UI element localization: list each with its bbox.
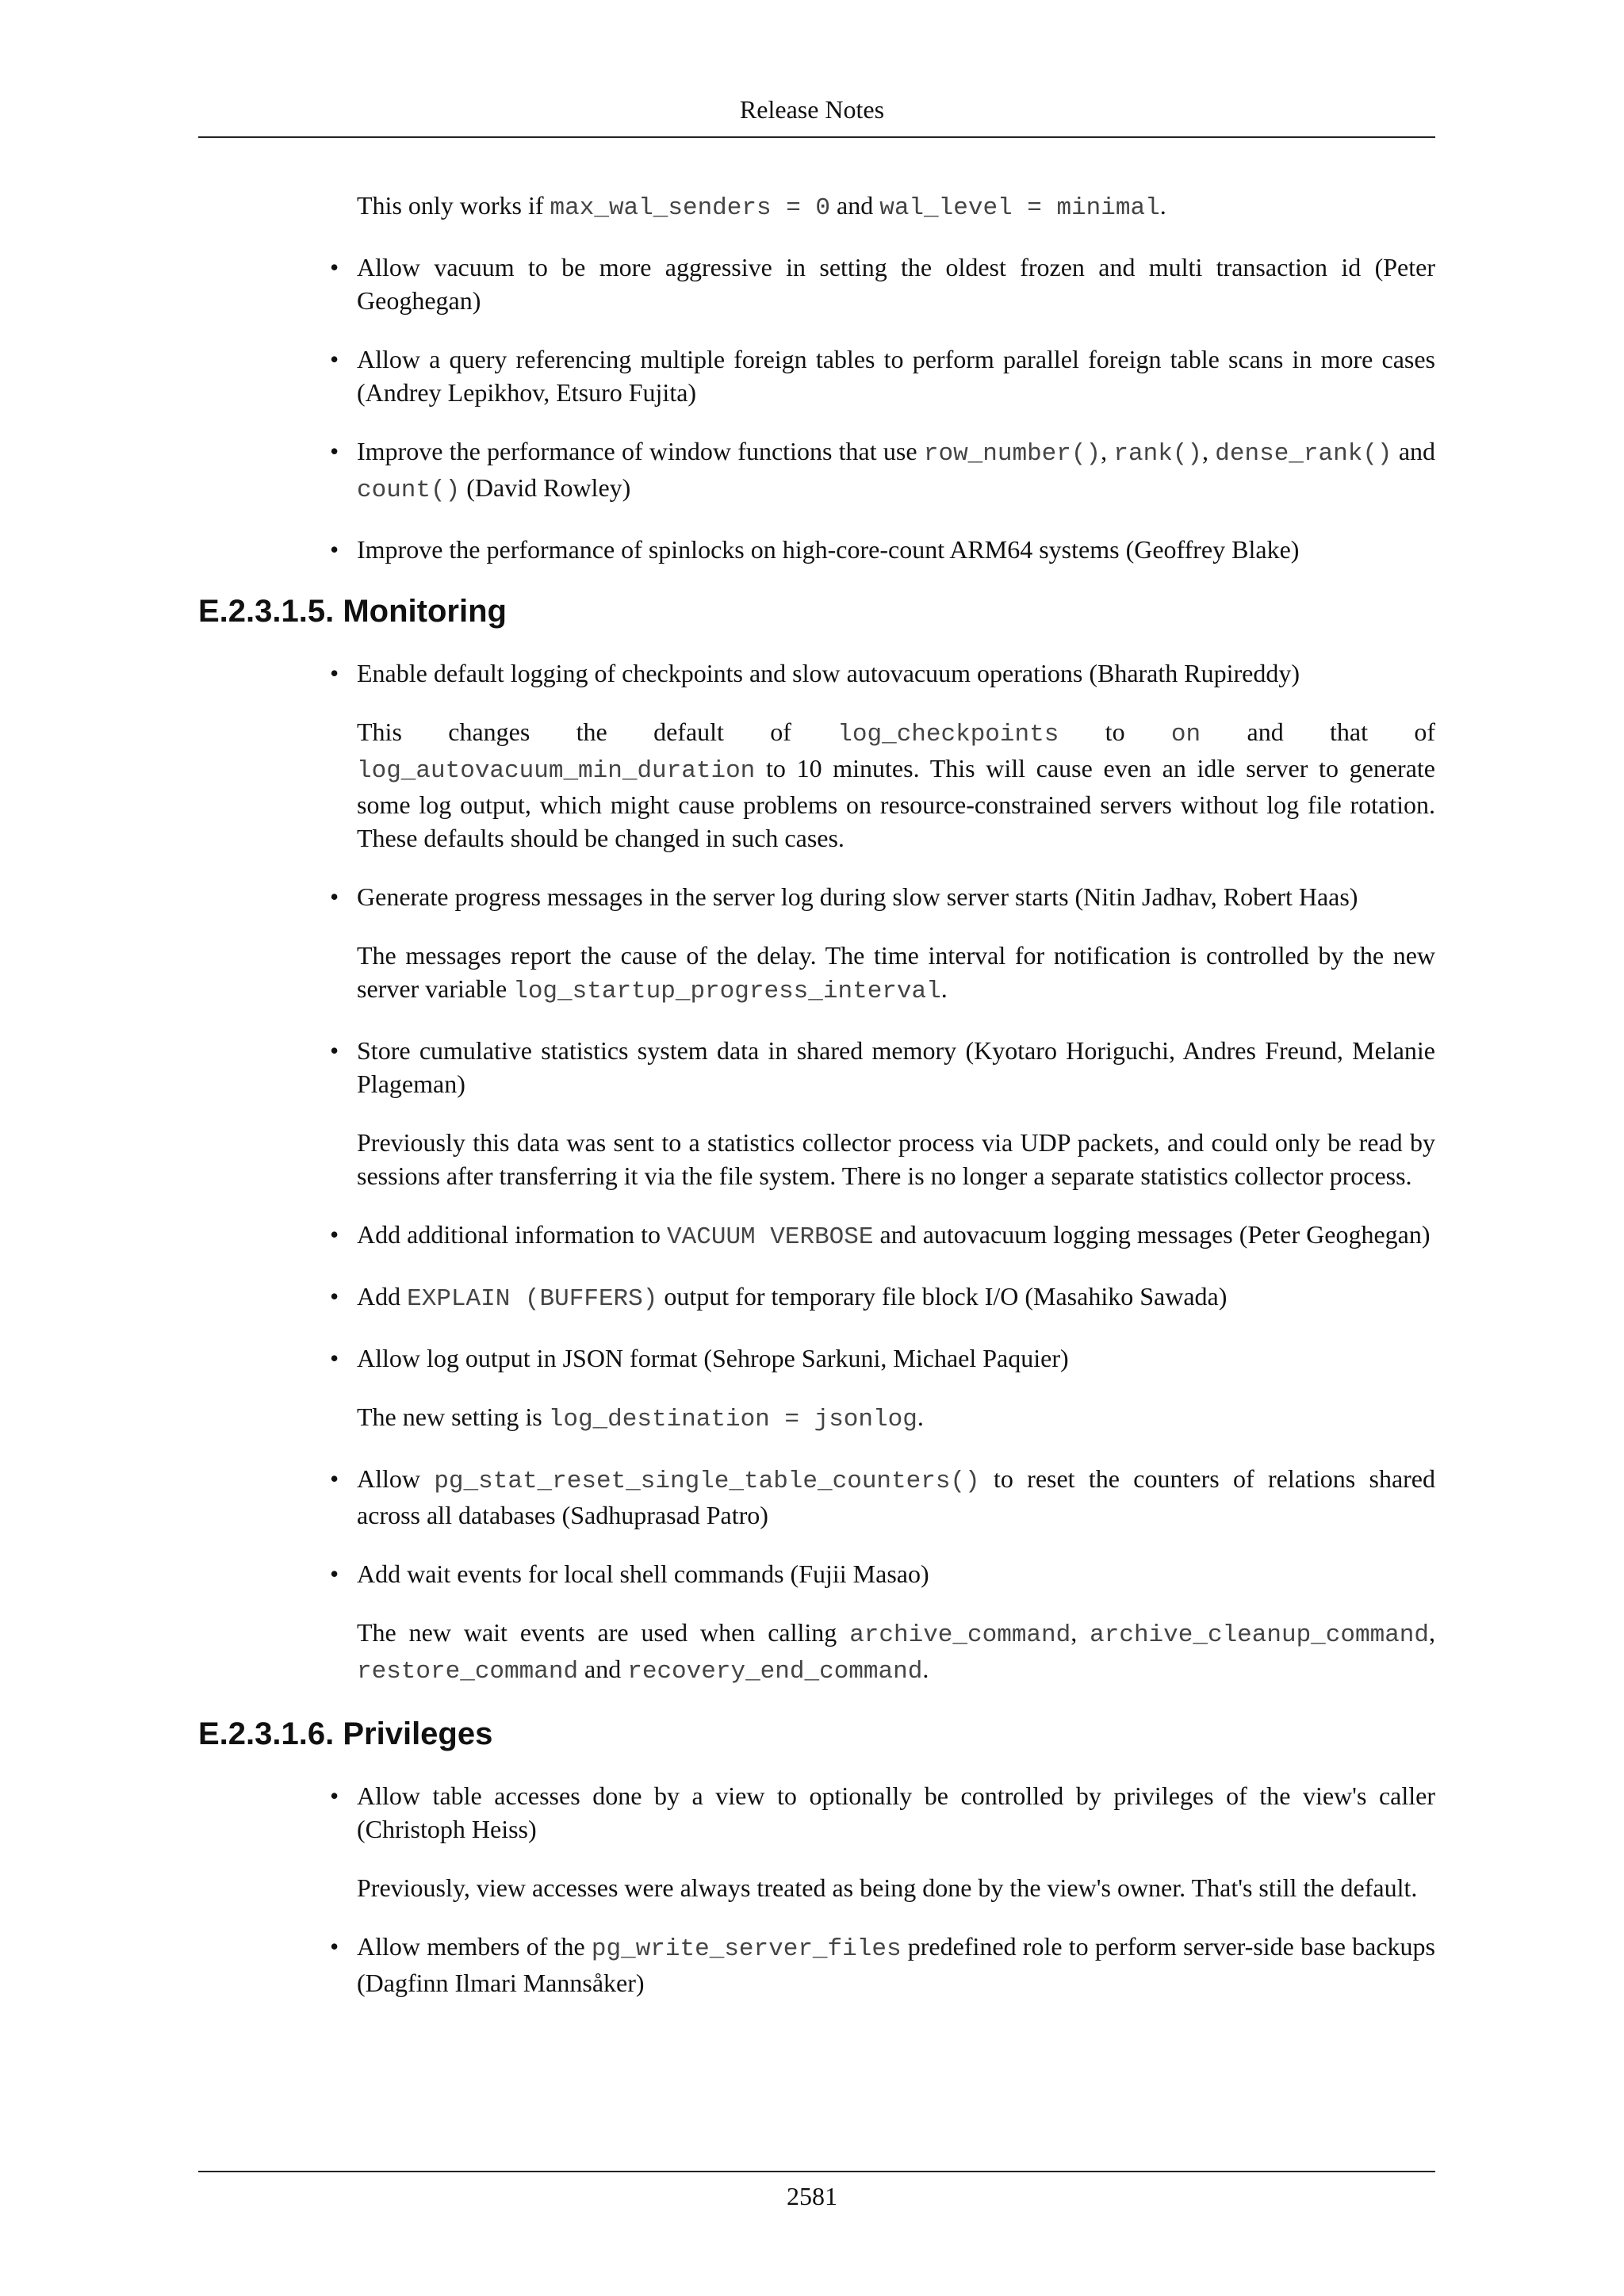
- list-item: • Store cumulative statistics system data in shared memory (Kyotaro Horiguchi, Andres Freund, Melanie Plageman) Previously this data was sent to a statistics collector process via UDP packets, and could only be read by sessions after transferring it via the file system. There is no longer a separate statistics collector process.: [357, 1034, 1435, 1192]
- list-item: • Enable default logging of checkpoints and slow autovacuum operations (Bharath Rupireddy) This changes the default of log_checkpoints to on and that of log_autovacuum_min_duration to 10 minutes. This will cause even an idle server to generate some log output, which might cause problems on resource-constrained servers without log file rotation. These defaults should be changed in such cases.: [357, 656, 1435, 855]
- list-item: • Allow vacuum to be more aggressive in setting the oldest frozen and multi transaction id (Peter Geoghegan): [357, 251, 1435, 317]
- list-item: • Add additional information to VACUUM VERBOSE and autovacuum logging messages (Peter Geoghegan): [357, 1218, 1435, 1254]
- list-item: • Allow pg_stat_reset_single_table_counters() to reset the counters of relations shared across all databases (Sadhuprasad Patro): [357, 1462, 1435, 1532]
- section-heading-privileges: E.2.3.1.6. Privileges: [198, 1716, 493, 1751]
- list-item: • Allow table accesses done by a view to optionally be controlled by privileges of the view's caller (Christoph Heiss) Previously, view accesses were always treated as being done by the view's owner. That's still the default.: [357, 1779, 1435, 1904]
- list-item: • Add wait events for local shell commands (Fujii Masao) The new wait events are used when calling archive_command, archive_cleanup_command, restore_command and recovery_end_command.: [357, 1557, 1435, 1689]
- footer-rule: [198, 2171, 1435, 2172]
- section-heading-monitoring: E.2.3.1.5. Monitoring: [198, 594, 507, 629]
- list-item: • Add EXPLAIN (BUFFERS) output for temporary file block I/O (Masahiko Sawada): [357, 1280, 1435, 1316]
- list-item: • Allow a query referencing multiple foreign tables to perform parallel foreign table scans in more cases (Andrey Lepikhov, Etsuro Fujita): [357, 342, 1435, 409]
- privileges-list: [198, 1779, 1435, 1999]
- list-item: • Allow log output in JSON format (Sehrope Sarkuni, Michael Paquier) The new setting is log_destination = jsonlog.: [357, 1341, 1435, 1437]
- header-rule: [198, 136, 1435, 138]
- performance-list: [198, 251, 1435, 566]
- list-item: • Generate progress messages in the server log during slow server starts (Nitin Jadhav, Robert Haas) The messages report the cause of the delay. The time interval for notification is controlled by the new server variable log_startup_progress_interval.: [357, 880, 1435, 1008]
- list-item: • Allow members of the pg_write_server_files predefined role to perform server-side base backups (Dagfinn Ilmari Mannsåker): [357, 1930, 1435, 1999]
- page-number: 2581: [787, 2182, 837, 2210]
- monitoring-list: [198, 656, 1435, 1689]
- page-header-title: Release Notes: [739, 95, 885, 124]
- list-item: • Improve the performance of window functions that use row_number(), rank(), dense_rank() and count() (David Rowley): [357, 434, 1435, 507]
- list-item: • Improve the performance of spinlocks on high-core-count ARM64 systems (Geoffrey Blake): [357, 533, 1435, 566]
- page-content: [198, 189, 1435, 2025]
- lead-paragraph: This only works if max_wal_senders = 0 and wal_level = minimal.: [357, 191, 1166, 222]
